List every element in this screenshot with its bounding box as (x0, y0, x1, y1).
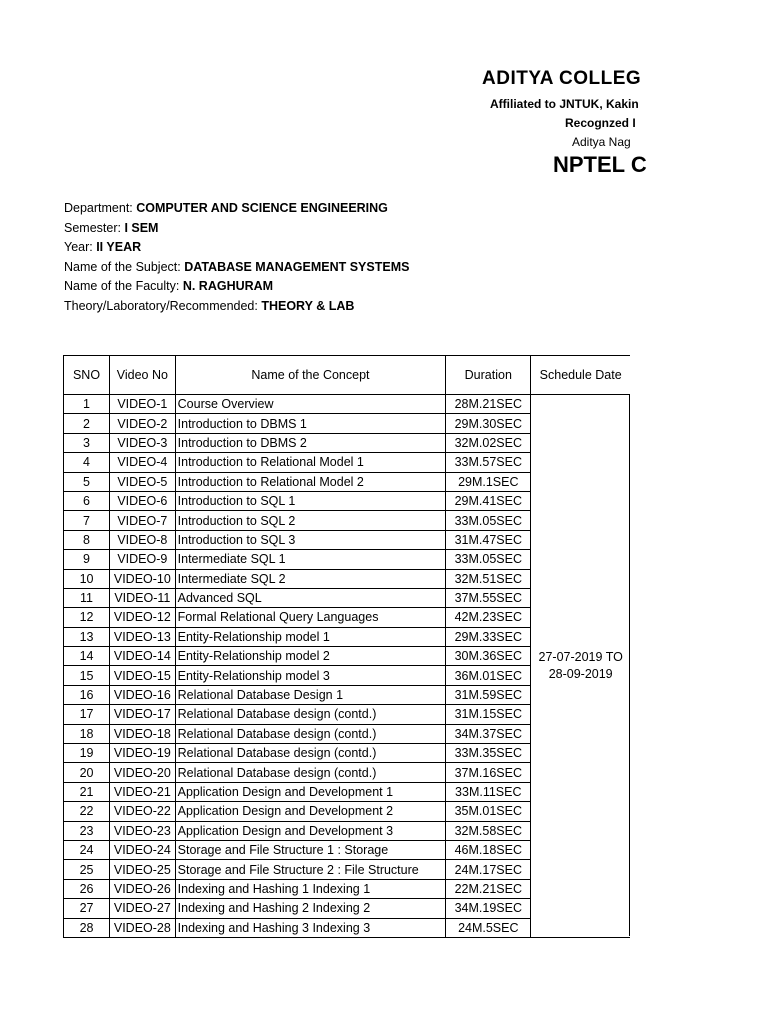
info-row (64, 277, 409, 297)
cell-concept: Advanced SQL (175, 588, 446, 607)
cell-concept: Formal Relational Query Languages (175, 608, 446, 627)
affiliation-line (0, 97, 639, 115)
cell-concept: Application Design and Development 1 (175, 782, 446, 801)
cell-sno: 13 (64, 627, 110, 646)
cell-video-no: VIDEO-18 (110, 724, 176, 743)
cell-video-no: VIDEO-14 (110, 647, 176, 666)
cell-concept: Introduction to Relational Model 2 (175, 472, 446, 491)
cell-sno: 16 (64, 685, 110, 704)
cell-sno: 7 (64, 511, 110, 530)
cell-concept: Entity-Relationship model 2 (175, 647, 446, 666)
info-row (64, 258, 409, 278)
address-text: Aditya Nag (572, 135, 631, 149)
cell-concept: Introduction to SQL 2 (175, 511, 446, 530)
cell-video-no: VIDEO-28 (110, 918, 176, 937)
cell-video-no: VIDEO-22 (110, 802, 176, 821)
cell-video-no: VIDEO-25 (110, 860, 176, 879)
cell-duration: 31M.15SEC (446, 705, 531, 724)
cell-sno: 14 (64, 647, 110, 666)
cell-concept: Relational Database Design 1 (175, 685, 446, 704)
info-value: N. RAGHURAM (182, 279, 274, 294)
info-label: Department: (64, 201, 137, 215)
cell-concept: Application Design and Development 2 (175, 802, 446, 821)
document-title (0, 152, 647, 182)
cell-duration: 29M.30SEC (446, 414, 531, 433)
cell-sno: 26 (64, 879, 110, 898)
cell-duration: 29M.33SEC (446, 627, 531, 646)
cell-sno: 28 (64, 918, 110, 937)
cell-duration: 35M.01SEC (446, 802, 531, 821)
cell-video-no: VIDEO-17 (110, 705, 176, 724)
cell-sno: 21 (64, 782, 110, 801)
info-label: Theory/Laboratory/Recommended: (64, 298, 262, 313)
cell-sno: 11 (64, 588, 110, 607)
cell-concept: Intermediate SQL 2 (175, 569, 446, 588)
college-name-text: ADITYA COLLEG (482, 68, 642, 89)
cell-video-no: VIDEO-10 (110, 569, 176, 588)
info-label: Name of the Faculty: (64, 279, 183, 294)
cell-video-no: VIDEO-19 (110, 744, 176, 763)
cell-duration: 33M.57SEC (446, 453, 531, 472)
cell-video-no: VIDEO-3 (110, 433, 176, 452)
table-row (64, 395, 631, 414)
cell-sno: 1 (64, 395, 110, 414)
info-label: Semester: (64, 220, 125, 235)
cell-video-no: VIDEO-11 (110, 588, 176, 607)
cell-duration: 37M.55SEC (446, 588, 531, 607)
cell-duration: 24M.5SEC (446, 918, 531, 937)
cell-sno: 2 (64, 414, 110, 433)
cell-concept: Relational Database design (contd.) (175, 763, 446, 782)
cell-duration: 42M.23SEC (446, 608, 531, 627)
cell-duration: 32M.51SEC (446, 569, 531, 588)
cell-duration: 33M.35SEC (446, 744, 531, 763)
cell-concept: Storage and File Structure 1 : Storage (175, 840, 446, 859)
cell-concept: Introduction to DBMS 2 (175, 433, 446, 452)
cell-concept: Introduction to SQL 1 (175, 491, 446, 510)
cell-sno: 9 (64, 550, 110, 569)
cell-sno: 20 (64, 763, 110, 782)
cell-concept: Indexing and Hashing 3 Indexing 3 (175, 918, 446, 937)
cell-video-no: VIDEO-20 (110, 763, 176, 782)
cell-sno: 10 (64, 569, 110, 588)
cell-sno: 19 (64, 744, 110, 763)
course-info (64, 199, 409, 317)
cell-duration: 34M.19SEC (446, 899, 531, 918)
info-label: Name of the Subject: (64, 259, 185, 274)
cell-duration: 31M.59SEC (446, 685, 531, 704)
info-row (64, 219, 409, 239)
header-duration: Duration (446, 356, 531, 395)
affiliation-text: Affiliated to JNTUK, Kakin (490, 97, 639, 111)
info-row (64, 238, 409, 258)
cell-video-no: VIDEO-16 (110, 685, 176, 704)
cell-video-no: VIDEO-2 (110, 414, 176, 433)
cell-concept: Relational Database design (contd.) (175, 744, 446, 763)
cell-concept: Entity-Relationship model 1 (175, 627, 446, 646)
cell-sno: 8 (64, 530, 110, 549)
cell-concept: Indexing and Hashing 2 Indexing 2 (175, 899, 446, 918)
cell-sno: 5 (64, 472, 110, 491)
cell-concept: Introduction to Relational Model 1 (175, 453, 446, 472)
info-value: THEORY & LAB (261, 298, 355, 313)
cell-duration: 33M.05SEC (446, 511, 531, 530)
cell-video-no: VIDEO-7 (110, 511, 176, 530)
cell-video-no: VIDEO-12 (110, 608, 176, 627)
cell-video-no: VIDEO-13 (110, 627, 176, 646)
cell-duration: 36M.01SEC (446, 666, 531, 685)
cell-duration: 22M.21SEC (446, 879, 531, 898)
cell-duration: 33M.05SEC (446, 550, 531, 569)
recognition-line (0, 116, 636, 134)
info-row (64, 199, 409, 219)
info-value: II YEAR (96, 240, 142, 255)
cell-concept: Introduction to SQL 3 (175, 530, 446, 549)
cell-sno: 15 (64, 666, 110, 685)
college-name (0, 68, 642, 96)
cell-video-no: VIDEO-23 (110, 821, 176, 840)
cell-sno: 27 (64, 899, 110, 918)
cell-video-no: VIDEO-8 (110, 530, 176, 549)
cell-video-no: VIDEO-24 (110, 840, 176, 859)
cell-sno: 18 (64, 724, 110, 743)
cell-concept: Relational Database design (contd.) (175, 724, 446, 743)
cell-duration: 29M.1SEC (446, 472, 531, 491)
cell-duration: 30M.36SEC (446, 647, 531, 666)
cell-sno: 12 (64, 608, 110, 627)
table-header-row (64, 356, 631, 395)
cell-video-no: VIDEO-1 (110, 395, 176, 414)
cell-sno: 23 (64, 821, 110, 840)
address-line (0, 135, 630, 153)
cell-concept: Introduction to DBMS 1 (175, 414, 446, 433)
header-concept: Name of the Concept (175, 356, 446, 395)
cell-sno: 17 (64, 705, 110, 724)
cell-duration: 28M.21SEC (446, 395, 531, 414)
header-video-no: Video No (110, 356, 176, 395)
video-schedule-table-wrapper (63, 355, 630, 936)
cell-video-no: VIDEO-6 (110, 491, 176, 510)
info-label: Year: (64, 240, 97, 255)
cell-video-no: VIDEO-9 (110, 550, 176, 569)
cell-sno: 4 (64, 453, 110, 472)
info-value: I SEM (124, 220, 159, 235)
info-value: COMPUTER AND SCIENCE ENGINEERING (136, 201, 388, 215)
cell-sno: 24 (64, 840, 110, 859)
video-schedule-table (63, 355, 630, 938)
cell-video-no: VIDEO-27 (110, 899, 176, 918)
document-title-text: NPTEL C (553, 152, 647, 177)
cell-video-no: VIDEO-26 (110, 879, 176, 898)
cell-concept: Entity-Relationship model 3 (175, 666, 446, 685)
cell-duration: 29M.41SEC (446, 491, 531, 510)
header-sno: SNO (64, 356, 110, 395)
cell-duration: 37M.16SEC (446, 763, 531, 782)
cell-video-no: VIDEO-21 (110, 782, 176, 801)
cell-concept: Relational Database design (contd.) (175, 705, 446, 724)
cell-duration: 24M.17SEC (446, 860, 531, 879)
cell-schedule-date: 27-07-2019 TO 28-09-2019 (531, 395, 630, 938)
header-schedule-date: Schedule Date (531, 356, 630, 395)
cell-duration: 31M.47SEC (446, 530, 531, 549)
cell-sno: 3 (64, 433, 110, 452)
cell-sno: 22 (64, 802, 110, 821)
cell-concept: Intermediate SQL 1 (175, 550, 446, 569)
cell-concept: Storage and File Structure 2 : File Structure (175, 860, 446, 879)
cell-video-no: VIDEO-15 (110, 666, 176, 685)
cell-duration: 46M.18SEC (446, 840, 531, 859)
cell-duration: 32M.02SEC (446, 433, 531, 452)
cell-video-no: VIDEO-5 (110, 472, 176, 491)
table-body (64, 395, 631, 938)
recognition-text: Recognzed I (565, 116, 636, 130)
info-value: DATABASE MANAGEMENT SYSTEMS (184, 259, 410, 274)
cell-concept: Application Design and Development 3 (175, 821, 446, 840)
cell-sno: 6 (64, 491, 110, 510)
cell-duration: 34M.37SEC (446, 724, 531, 743)
cell-concept: Indexing and Hashing 1 Indexing 1 (175, 879, 446, 898)
table-right-border (629, 394, 630, 936)
cell-duration: 33M.11SEC (446, 782, 531, 801)
info-row (64, 297, 409, 317)
cell-duration: 32M.58SEC (446, 821, 531, 840)
cell-concept: Course Overview (175, 395, 446, 414)
cell-video-no: VIDEO-4 (110, 453, 176, 472)
cell-sno: 25 (64, 860, 110, 879)
